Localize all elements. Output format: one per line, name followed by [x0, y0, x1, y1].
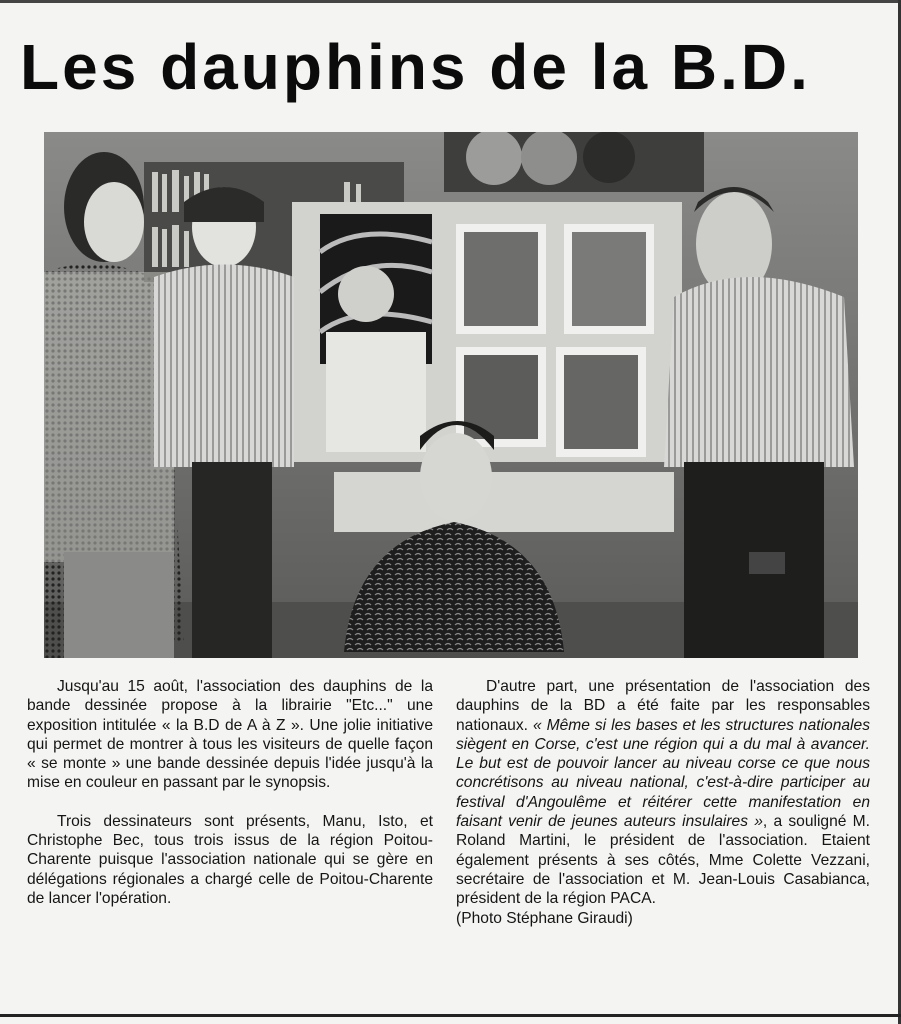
paragraph: Jusqu'au 15 août, l'association des dauphins de la bande dessinée propose à la librairie "Etc..." une exposition intitulée « la B.D de A à Z ». Une jolie initiative qui permet de montrer à tous les visiteurs de quelle façon « se monte » une bande dessinée depuis l'idée jusqu'à la mise en couleur en passant par le synopsis.: [27, 678, 433, 792]
article-photo: [44, 132, 858, 658]
bookshop-group-photo: [44, 132, 858, 658]
paragraph-intro: D'autre part, une présentation de l'association des dauphins de la BD a été faite par les responsables nationaux.: [456, 678, 870, 734]
photo-credit: (Photo Stéphane Giraudi): [456, 909, 633, 927]
article-left-column: [27, 677, 433, 927]
quotation: « Même si les bases et les structures nationales siègent en Corse, c'est une région qui a du mal à avancer. Le but est de pouvoir lancer au niveau corse ce que nous concrétisons au niveau national, c'est-à-dire participer au festival d'Angoulême et réitérer cette manifestation en faisant venir de jeunes auteurs insulaires »: [456, 716, 870, 831]
article-right-column: [456, 677, 870, 947]
paragraph: Trois dessinateurs sont présents, Manu, Isto, et Christophe Bec, tous trois issus de la région Poitou-Charente puisque l'association nationale qui se gère en délégations régionales a chargé celle de Poitou-Charente de lancer l'opération.: [27, 812, 433, 907]
paragraph: [456, 677, 870, 928]
article-headline: Les dauphins de la B.D.: [20, 31, 811, 103]
paragraph-outro: , a souligné M. Roland Martini, le président de l'association. Etaient également présents à ses côtés, Mme Colette Vezzani, secrétaire de l'association et M. Jean-Louis Casabianca, président de la région PACA.: [456, 813, 870, 908]
top-border: [0, 0, 901, 3]
bottom-border: [0, 1014, 901, 1017]
